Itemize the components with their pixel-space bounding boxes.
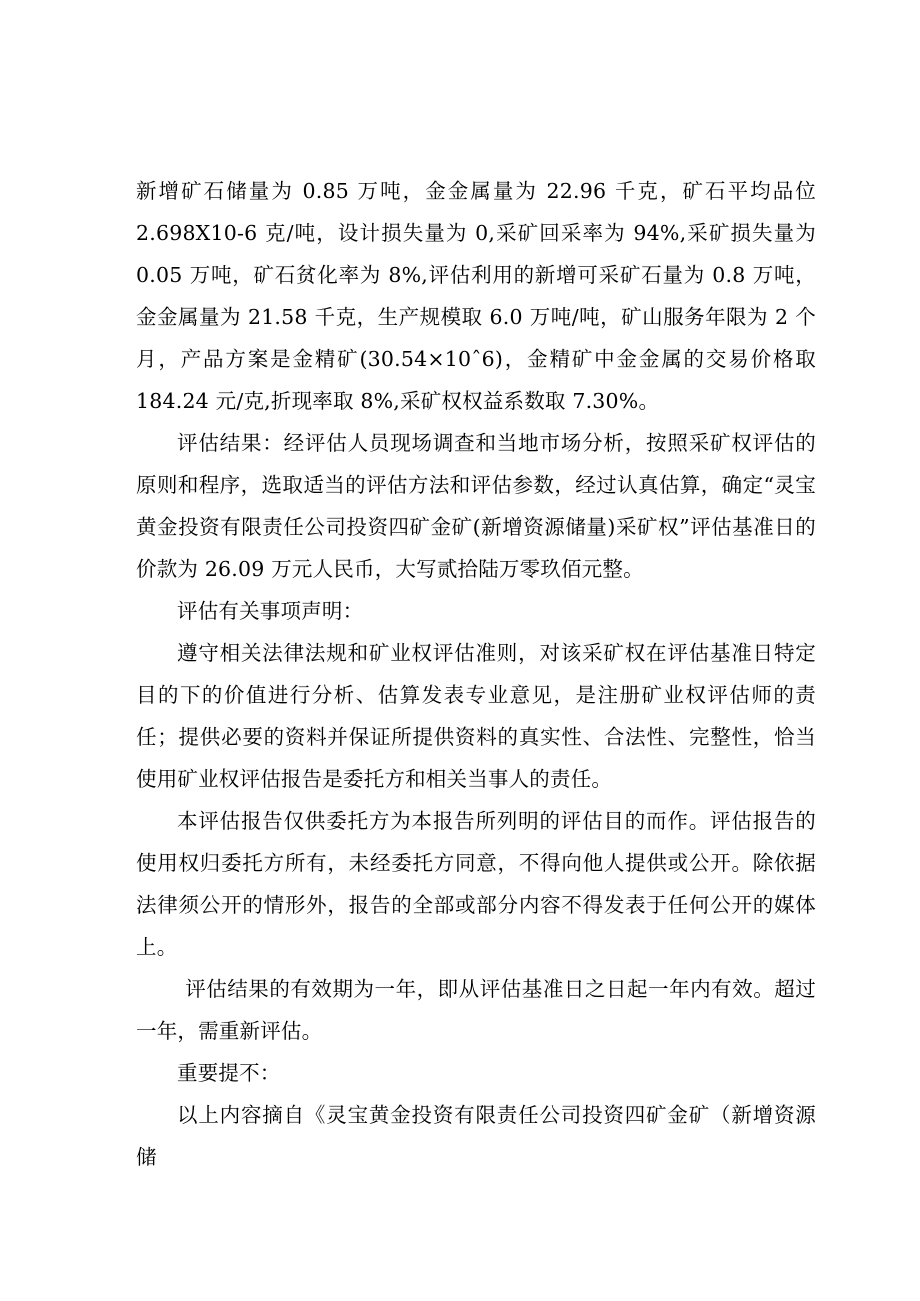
paragraph-appraisal-result: 评估结果：经评估人员现场调查和当地市场分析，按照采矿权评估的原则和程序，选取适当的评估方法和评估参数，经过认真估算，确定“灵宝黄金投资有限责任公司投资四矿金矿(新增资源储量)采矿权”评估基准日的价款为 26.09 万元人民币，大写贰拾陆万零玖佰元整。 xyxy=(136,431,816,581)
paragraph-statement-heading: 评估有关事项声明： xyxy=(177,599,364,623)
paragraph-important-note-heading: 重要提不： xyxy=(177,1061,281,1085)
paragraph-reserve-summary: 新增矿石储量为 0.85 万吨，金金属量为 22.96 千克，矿石平均品位 2.698X10-6 克/吨，设计损失量为 0,采矿回采率为 94%,采矿损失量为 0.05 万吨，矿石贫化率为 8%,评估利用的新增可采矿石量为 0.8 万吨，金金属量为 21.58 千克，生产规模取 6.0 万吨/吨，矿山服务年限为 2 个月，产品方案是金精矿(30.54×10ˆ6)，金精矿中金金属的交易价格取 184.24 元/克,折现率取 8%,采矿权权益系数取 7.30%。 xyxy=(136,179,816,413)
paragraph-statement-1: 遵守相关法律法规和矿业权评估准则，对该采矿权在评估基准日特定目的下的价值进行分析、估算发表专业意见，是注册矿业权评估师的责任；提供必要的资料并保证所提供资料的真实性、合法性、完整性，恰当使用矿业权评估报告是委托方和相关当事人的责任。 xyxy=(136,641,816,791)
paragraph-important-note-body: 以上内容摘自《灵宝黄金投资有限责任公司投资四矿金矿（新增资源储 xyxy=(136,1103,816,1169)
paragraph-statement-2: 本评估报告仅供委托方为本报告所列明的评估目的而作。评估报告的使用权归委托方所有，未经委托方同意，不得向他人提供或公开。除依据法律须公开的情形外，报告的全部或部分内容不得发表于任何公开的媒体上。 xyxy=(136,809,816,959)
document-body xyxy=(136,170,816,1178)
paragraph-statement-3: 评估结果的有效期为一年，即从评估基准日之日起一年内有效。超过一年，需重新评估。 xyxy=(136,977,816,1043)
